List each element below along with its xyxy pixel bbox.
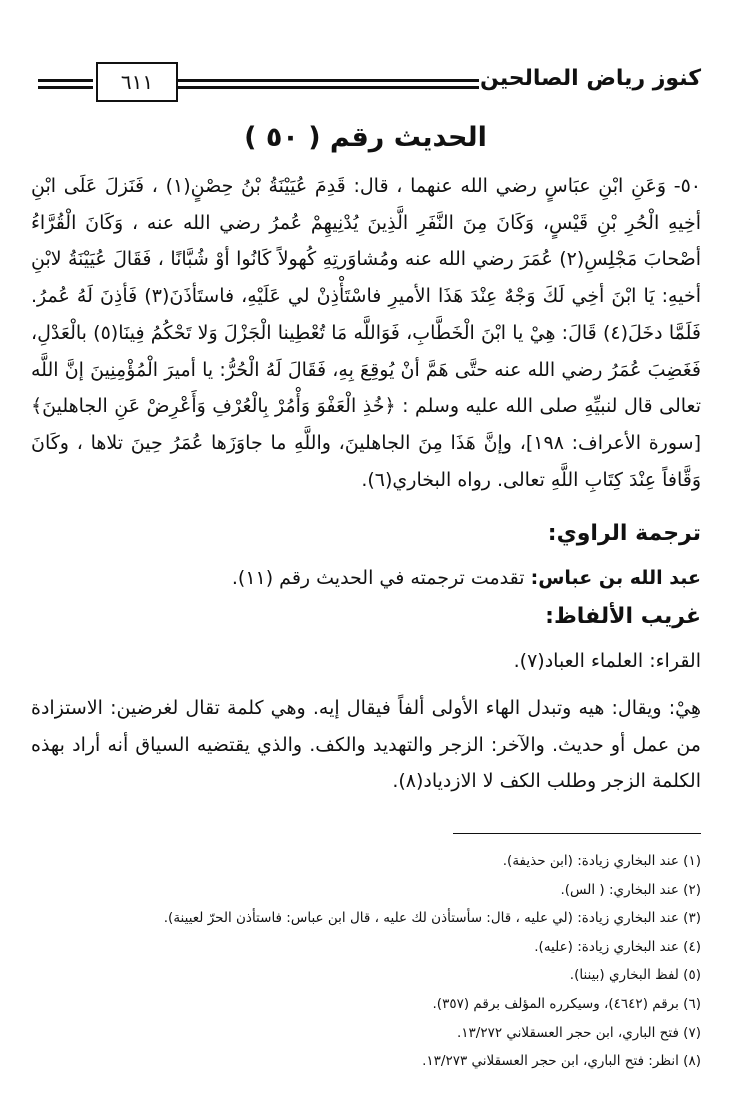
header-rule — [38, 79, 93, 82]
narrator-heading: ترجمة الراوي: — [547, 521, 701, 546]
footnote-rule — [453, 833, 701, 834]
hadith-text: ٥٠- وَعَنِ ابْنِ عبَاسٍ رضي الله عنهما ، قال: قَدِمَ عُيَيْنَةُ بْنُ حِصْنٍ(١) ، فَنَزلَ عَلَى ابْنِ أخِيهِ الْحُرِ بْنِ قَيْسٍ، وَكَانَ مِنَ النَّفَرِ الَّذِينَ يُدْنِيهِمْ عُمرُ رضي الله عنه ، وَكَانَ الْقُرَّاءُ أصْحابَ مَجْلِسِ(٢) عُمَرَ رضي الله عنه ومُشاوَرتِهِ كُهولاً كَانُوا أوْ شُبَّانًا ، فَقَالَ عُيَيْنَةُ لابْنِ أخيهِ: يَا ابْنَ أخِي لَكَ وَجْهٌ عِنْدَ هَذَا الأميرِ فاسْتَأْذِنْ لي عَلَيْهِ، فاستَأذَنَ(٣) فَأذِنَ لَهُ عُمرُ. فَلَمَّا دخَلَ(٤) قَالَ: هِيْ يا ابْنَ الْخَطَّابِ، فَوَاللَّه مَا تُعْطِينا الْجَزْلَ وَلا تَحْكُمُ فِينَا(٥) بالْعَدْلِ، فَغَضِبَ عُمَرُ رضي الله عنه حتَّى هَمَّ أنْ يُوقِعَ بِهِ، فَقَالَ لَهُ الْحُرُّ: يا أميرَ الْمُؤْمِنِينَ إنَّ اللَّه تعالى قال لنبيِّهِ صلى الله عليه وسلم : ﴿خُذِ الْعَفْوَ وَأْمُرْ بِالْعُرْفِ وَأَعْرِضْ عَنِ الجاهلينَ﴾[سورة الأعراف: ١٩٨]، وإنَّ هَذَا مِنَ الجاهلينَ، واللَّهِ ما جاوَزَها عُمَرُ حِينَ تلاها ، وكَانَ وَقَّافاً عِنْدَ كِتَابِ اللَّهِ تعالى. رواه البخاري(٦). — [31, 175, 701, 491]
page-number: ٦١١ — [96, 62, 178, 102]
hadith-heading: الحديث رقم ( ٥٠ ) — [244, 122, 487, 153]
footnote: (٥) لفظ البخاري (بيننا). — [569, 967, 701, 984]
footnote: (٨) انظر: فتح الباري، ابن حجر العسقلاني ١٣/٢٧٣. — [422, 1053, 701, 1070]
footnote: (٢) عند البخاري: ( الس). — [560, 881, 701, 898]
vocab-line-1: القراء: العلماء العباد(٧). — [513, 650, 701, 672]
footnote: (٣) عند البخاري زيادة: (لي عليه ، قال: سأستأذن لك عليه ، قال ابن عباس: فاستأذن الحرّ لعيينة). — [163, 910, 701, 927]
footnote: (٦) برقم (٤٦٤٢)، وسيكرره المؤلف برقم (٣٥٧). — [432, 995, 701, 1012]
book-title: كنوز رياض الصالحين — [480, 66, 701, 91]
footnote: (١) عند البخاري زيادة: (ابن حذيفة). — [502, 853, 701, 869]
narrator-name: عبد الله بن عباس: — [530, 567, 701, 589]
narrator-text: تقدمت ترجمته في الحديث رقم (١١). — [231, 567, 525, 589]
header-rule — [178, 79, 479, 82]
footnote: (٧) فتح الباري، ابن حجر العسقلاني ١٣/٢٧٢. — [456, 1024, 701, 1041]
narrator-line — [31, 567, 701, 589]
running-header — [38, 62, 701, 104]
vocab-heading: غريب الألفاظ: — [545, 604, 701, 629]
header-rule — [178, 86, 479, 89]
footnote: (٤) عند البخاري زيادة: (عليه). — [534, 938, 701, 955]
footnotes — [31, 847, 701, 1076]
vocab-paragraph: هِيْ: ويقال: هيه وتبدل الهاء الأولى ألفاً فيقال إيه. وهي كلمة تقال لغرضين: الاستزادة من عمل أو حديث. والآخر: الزجر والتهديد والكف. والذي يقتضيه السياق أنه أراد بهذه الكلمة الزجر وطلب الكف لا الازدياد(٨). — [31, 697, 701, 792]
header-rule — [38, 86, 93, 89]
